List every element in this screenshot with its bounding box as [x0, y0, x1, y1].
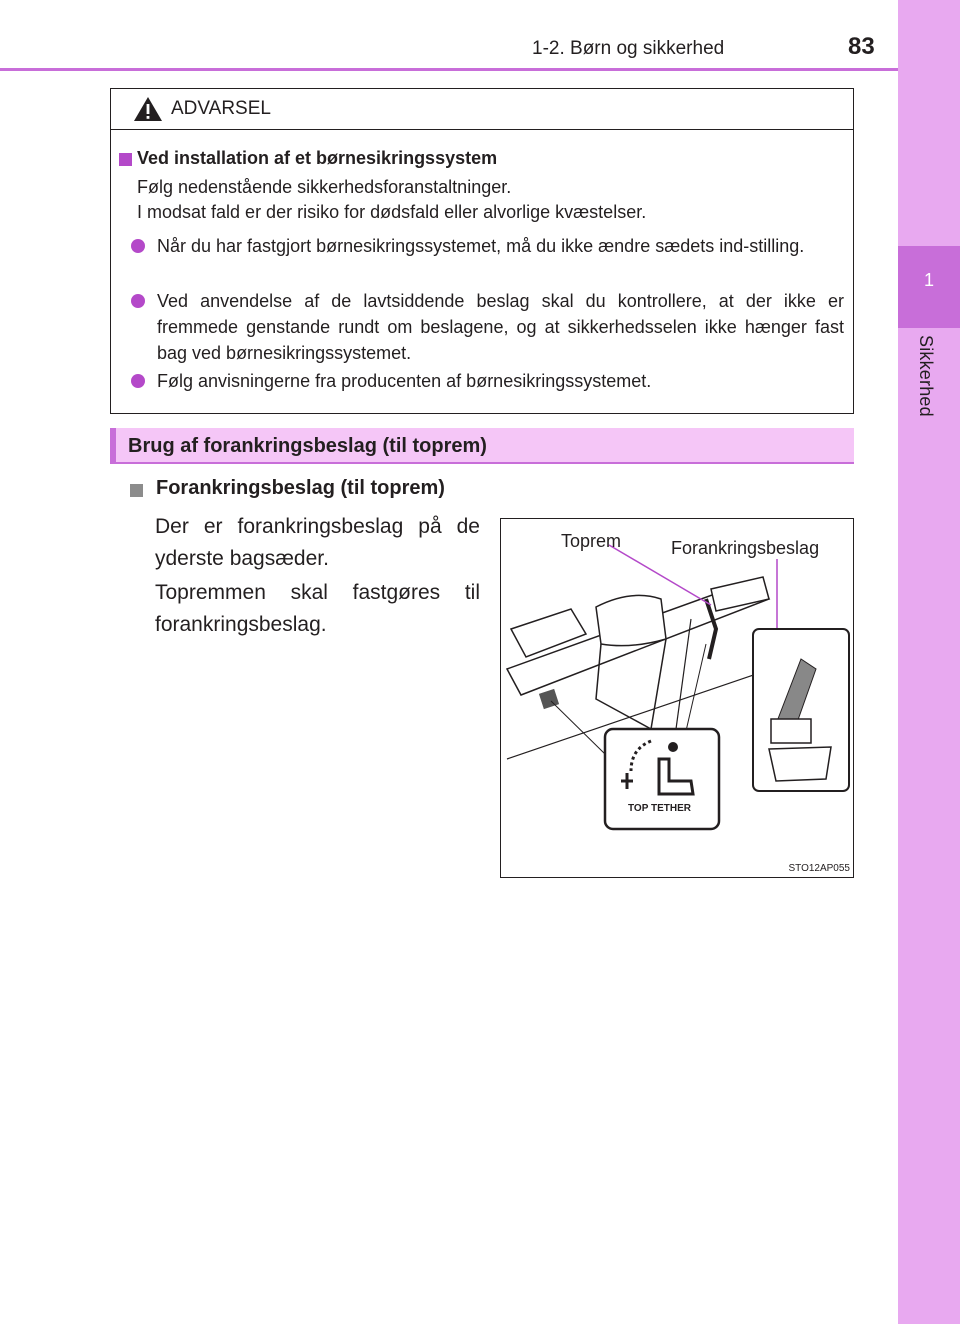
warning-title: ADVARSEL	[171, 98, 271, 119]
chapter-number: 1	[923, 270, 934, 290]
warning-bullet: Når du har fastgjort børnesikringssystemet, må du ikke ændre sædets ind-stilling.	[157, 236, 805, 256]
body-paragraph: Der er forankringsbeslag på de yderste bagsæder.	[155, 515, 480, 570]
page-number: 83	[848, 33, 875, 60]
anchor-label: Forankringsbeslag	[671, 538, 820, 558]
section-banner-title: Brug af forankringsbeslag (til toprem)	[128, 435, 487, 457]
warning-bullet: Følg anvisningerne fra producenten af børnesikringssystemet.	[157, 371, 652, 391]
rear-seat-drawing	[501, 519, 853, 877]
section-subheading: Forankringsbeslag (til toprem)	[156, 477, 445, 499]
bullet-icon	[131, 294, 145, 308]
section-title: 1-2. Børn og sikkerhed	[532, 38, 725, 59]
chapter-side-tab	[898, 0, 960, 1324]
figure-code: STO12AP055	[788, 863, 850, 874]
bullet-icon	[131, 239, 145, 253]
header-divider	[0, 68, 898, 71]
warning-intro-line: I modsat fald er der risiko for dødsfald eller alvorlige kvæstelser.	[137, 202, 647, 222]
warning-intro-line: Følg nedenstående sikkerhedsforanstaltninger.	[137, 177, 512, 197]
section-banner	[110, 428, 854, 464]
warning-triangle-icon	[133, 95, 163, 123]
strap-label: Toprem	[561, 531, 622, 551]
body-paragraph: Topremmen skal fastgøres til forankringsbeslag.	[155, 581, 480, 636]
warning-bullet: Ved anvendelse af de lavtsiddende beslag skal du kontrollere, at der ikke er fremmede genstande rundt om beslagene, og at sikkerhedsselen ikke hænger fast bag ved børnesikringssystemet.	[157, 291, 844, 363]
warning-header	[111, 89, 853, 130]
subheading-square-icon	[119, 153, 132, 166]
warning-box	[110, 88, 854, 414]
bullet-icon	[131, 374, 145, 388]
subheading-square-icon	[130, 484, 143, 497]
top-tether-icon-text: TOP TETHER	[628, 803, 691, 814]
chapter-label: Sikkerhed	[916, 335, 936, 417]
warning-subheading: Ved installation af et børnesikringssystem	[137, 148, 498, 168]
tether-anchor-illustration	[500, 518, 854, 878]
